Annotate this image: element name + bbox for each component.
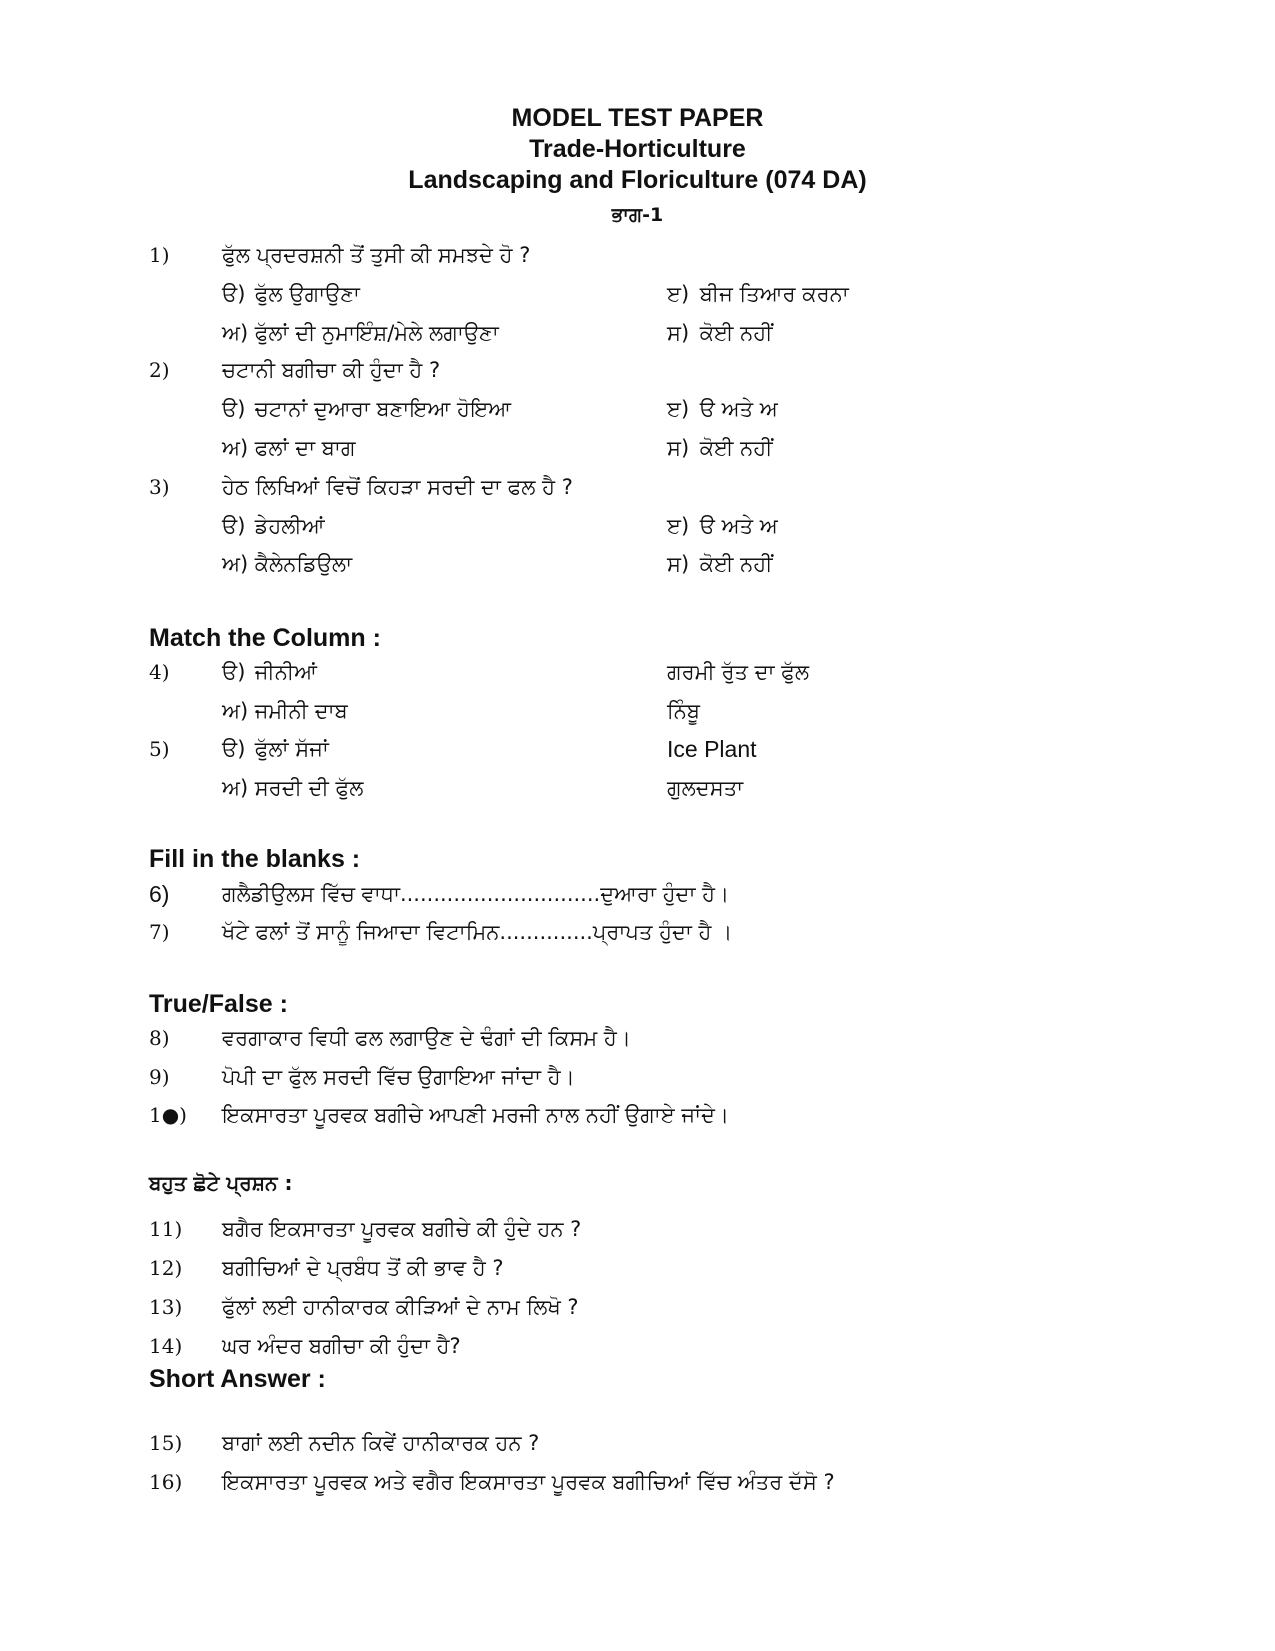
option-row bbox=[0, 509, 1275, 543]
short-answer-row bbox=[0, 1426, 1275, 1460]
statement-text: ਪੋਪੀ ਦਾ ਫੁੱਲ ਸਰਦੀ ਵਿੱਚ ਉਗਾਇਆ ਜਾਂਦਾ ਹੈ। bbox=[222, 1065, 575, 1089]
truefalse-row bbox=[0, 1098, 1275, 1132]
match-right: Ice Plant bbox=[667, 736, 757, 762]
very-short-row bbox=[0, 1329, 1275, 1363]
option-text: ੳ ਅਤੇ ਅ bbox=[699, 514, 778, 538]
truefalse-row bbox=[0, 1021, 1275, 1055]
option-text: ਕੋਈ ਨਹੀਂ bbox=[699, 436, 773, 460]
option-d bbox=[667, 431, 773, 465]
option-d bbox=[667, 316, 773, 350]
option-text: ਫਲਾਂ ਦਾ ਬਾਗ bbox=[254, 436, 356, 460]
question-number: 1●) bbox=[149, 1103, 187, 1127]
very-short-row bbox=[0, 1212, 1275, 1246]
question-number: 12) bbox=[149, 1256, 183, 1280]
option-c bbox=[667, 509, 778, 543]
section-title-very-short: ਬਹੁਤ ਛੋਟੇ ਪ੍ਰਸ਼ਨ : bbox=[149, 1171, 293, 1195]
question-number: 5) bbox=[149, 737, 170, 761]
section-title-short-answer: Short Answer : bbox=[149, 1365, 326, 1393]
option-row bbox=[0, 547, 1275, 581]
subject-name: Landscaping and Floriculture (074 DA) bbox=[408, 166, 867, 194]
option-mark: ੳ) bbox=[222, 397, 246, 421]
option-row bbox=[0, 316, 1275, 350]
question-text: ਘਰ ਅੰਦਰ ਬਗੀਚਾ ਕੀ ਹੁੰਦਾ ਹੈ? bbox=[222, 1334, 461, 1358]
option-mark: ੳ) bbox=[222, 514, 246, 538]
option-mark: ੳ) bbox=[222, 660, 246, 684]
option-row bbox=[0, 431, 1275, 465]
section-title-match: Match the Column : bbox=[149, 624, 381, 652]
fill-row bbox=[0, 877, 1275, 911]
trade-name: Trade-Horticulture bbox=[529, 135, 746, 163]
section-title-fill: Fill in the blanks : bbox=[149, 845, 361, 873]
option-b bbox=[222, 547, 352, 581]
match-right: ਗਰਮੀ ਰੁੱਤ ਦਾ ਫੁੱਲ bbox=[667, 660, 810, 684]
option-mark: ਅ) bbox=[222, 776, 249, 800]
option-row bbox=[0, 392, 1275, 426]
question-row bbox=[0, 470, 1275, 504]
part-label: ਭਾਗ-1 bbox=[611, 204, 664, 226]
short-answer-row bbox=[0, 1465, 1275, 1499]
question-number: 6) bbox=[149, 881, 170, 907]
option-row bbox=[0, 277, 1275, 311]
question-number: 9) bbox=[149, 1065, 170, 1089]
option-b bbox=[222, 431, 356, 465]
option-text: ਡੇਹਲੀਆਂ bbox=[254, 514, 325, 538]
question-number: 15) bbox=[149, 1431, 183, 1455]
option-c bbox=[667, 277, 849, 311]
question-number: 14) bbox=[149, 1334, 183, 1358]
option-d bbox=[667, 547, 773, 581]
option-mark: ੳ) bbox=[222, 282, 246, 306]
statement-text: ਵਰਗਾਕਾਰ ਵਿਧੀ ਫਲ ਲਗਾਉਣ ਦੇ ਢੰਗਾਂ ਦੀ ਕਿਸਮ ਹੈ। bbox=[222, 1026, 631, 1050]
match-left: ਜਮੀਨੀ ਦਾਬ bbox=[254, 699, 348, 723]
question-text: ਫੁੱਲ ਪ੍ਰਦਰਸ਼ਨੀ ਤੋਂ ਤੁਸੀ ਕੀ ਸਮਝਦੇ ਹੋ ? bbox=[222, 243, 531, 267]
match-left: ਫੁੱਲਾਂ ਸੱਜਾਂ bbox=[254, 737, 329, 761]
match-left: ਜੀਨੀਆਂ bbox=[254, 660, 318, 684]
fill-text: ਗਲੈਡੀਉਲਸ ਵਿੱਚ ਵਾਧਾ..............................ਦੁਆਰਾ ਹੁੰਦਾ ਹੈ। bbox=[222, 882, 730, 906]
match-right: ਨਿੰਬੂ bbox=[667, 699, 700, 723]
option-mark: ਅ) bbox=[222, 321, 249, 345]
very-short-row bbox=[0, 1251, 1275, 1285]
question-number: 13) bbox=[149, 1295, 183, 1319]
question-number: 16) bbox=[149, 1470, 183, 1494]
option-text: ਕੋਈ ਨਹੀਂ bbox=[699, 321, 773, 345]
question-number: 3) bbox=[149, 475, 170, 499]
question-number: 8) bbox=[149, 1026, 170, 1050]
option-text: ਫੁੱਲ ਉਗਾਉਣਾ bbox=[254, 282, 360, 306]
question-number: 11) bbox=[149, 1217, 183, 1241]
option-b bbox=[222, 316, 499, 350]
question-text: ਚਟਾਨੀ ਬਗੀਚਾ ਕੀ ਹੁੰਦਾ ਹੈ ? bbox=[222, 358, 441, 382]
match-left: ਸਰਦੀ ਦੀ ਫੁੱਲ bbox=[254, 776, 364, 800]
option-mark: ੲ) bbox=[667, 282, 690, 306]
fill-row bbox=[0, 915, 1275, 949]
match-row bbox=[0, 771, 1275, 805]
option-text: ਕੈਲੇਨਡਿਉਲਾ bbox=[254, 552, 353, 576]
question-number: 1) bbox=[149, 243, 170, 267]
question-text: ਹੇਠ ਲਿਖਿਆਂ ਵਿਚੋਂ ਕਿਹੜਾ ਸਰਦੀ ਦਾ ਫਲ ਹੈ ? bbox=[222, 475, 573, 499]
option-text: ਕੋਈ ਨਹੀਂ bbox=[699, 552, 773, 576]
match-row bbox=[0, 732, 1275, 766]
question-row bbox=[0, 353, 1275, 387]
match-row bbox=[0, 694, 1275, 728]
option-text: ੳ ਅਤੇ ਅ bbox=[699, 397, 778, 421]
match-row bbox=[0, 655, 1275, 689]
option-mark: ਅ) bbox=[222, 699, 249, 723]
option-mark: ਸ) bbox=[667, 321, 690, 345]
option-mark: ੳ) bbox=[222, 737, 246, 761]
statement-text: ਇਕਸਾਰਤਾ ਪੂਰਵਕ ਬਗੀਚੇ ਆਪਣੀ ਮਰਜੀ ਨਾਲ ਨਹੀਂ ਉਗਾਏ ਜਾਂਦੇ। bbox=[222, 1103, 730, 1127]
match-right: ਗੁਲਦਸਤਾ bbox=[667, 776, 744, 800]
question-number: 7) bbox=[149, 920, 170, 944]
option-a bbox=[222, 277, 360, 311]
option-mark: ੲ) bbox=[667, 397, 690, 421]
section-title-truefalse: True/False : bbox=[149, 990, 288, 1018]
option-text: ਬੀਜ ਤਿਆਰ ਕਰਨਾ bbox=[699, 282, 849, 306]
option-a bbox=[222, 509, 325, 543]
option-mark: ਅ) bbox=[222, 552, 249, 576]
question-number: 2) bbox=[149, 358, 170, 382]
question-text: ਫੁੱਲਾਂ ਲਈ ਹਾਨੀਕਾਰਕ ਕੀੜਿਆਂ ਦੇ ਨਾਮ ਲਿਖੋ ? bbox=[222, 1295, 579, 1319]
option-c bbox=[667, 392, 778, 426]
question-row bbox=[0, 238, 1275, 272]
option-text: ਚਟਾਨਾਂ ਦੁਆਰਾ ਬਣਾਇਆ ਹੋਇਆ bbox=[254, 397, 512, 421]
very-short-row bbox=[0, 1290, 1275, 1324]
fill-text: ਖੱਟੇ ਫਲਾਂ ਤੋਂ ਸਾਨੂੰ ਜਿਆਦਾ ਵਿਟਾਮਿਨ..............ਪ੍ਰਾਪਤ ਹੁੰਦਾ ਹੈ । bbox=[222, 920, 733, 944]
question-text: ਬਗੈਰ ਇਕਸਾਰਤਾ ਪੂਰਵਕ ਬਗੀਚੇ ਕੀ ਹੁੰਦੇ ਹਨ ? bbox=[222, 1217, 582, 1241]
option-mark: ਸ) bbox=[667, 436, 690, 460]
paper-title: MODEL TEST PAPER bbox=[511, 104, 764, 132]
option-mark: ਅ) bbox=[222, 436, 249, 460]
truefalse-row bbox=[0, 1060, 1275, 1094]
option-text: ਫੁੱਲਾਂ ਦੀ ਨੁਮਾਇੰਸ਼/ਮੇਲੇ ਲਗਾਉਣਾ bbox=[254, 321, 499, 345]
option-mark: ੲ) bbox=[667, 514, 690, 538]
question-text: ਬਗੀਚਿਆਂ ਦੇ ਪ੍ਰਬੰਧ ਤੋਂ ਕੀ ਭਾਵ ਹੈ ? bbox=[222, 1256, 504, 1280]
question-text: ਬਾਗਾਂ ਲਈ ਨਦੀਨ ਕਿਵੇਂ ਹਾਨੀਕਾਰਕ ਹਨ ? bbox=[222, 1431, 540, 1455]
question-text: ਇਕਸਾਰਤਾ ਪੂਰਵਕ ਅਤੇ ਵਗੈਰ ਇਕਸਾਰਤਾ ਪੂਰਵਕ ਬਗੀਚਿਆਂ ਵਿੱਚ ਅੰਤਰ ਦੱਸੋ ? bbox=[222, 1470, 835, 1494]
option-a bbox=[222, 392, 511, 426]
option-mark: ਸ) bbox=[667, 552, 690, 576]
question-number: 4) bbox=[149, 660, 170, 684]
